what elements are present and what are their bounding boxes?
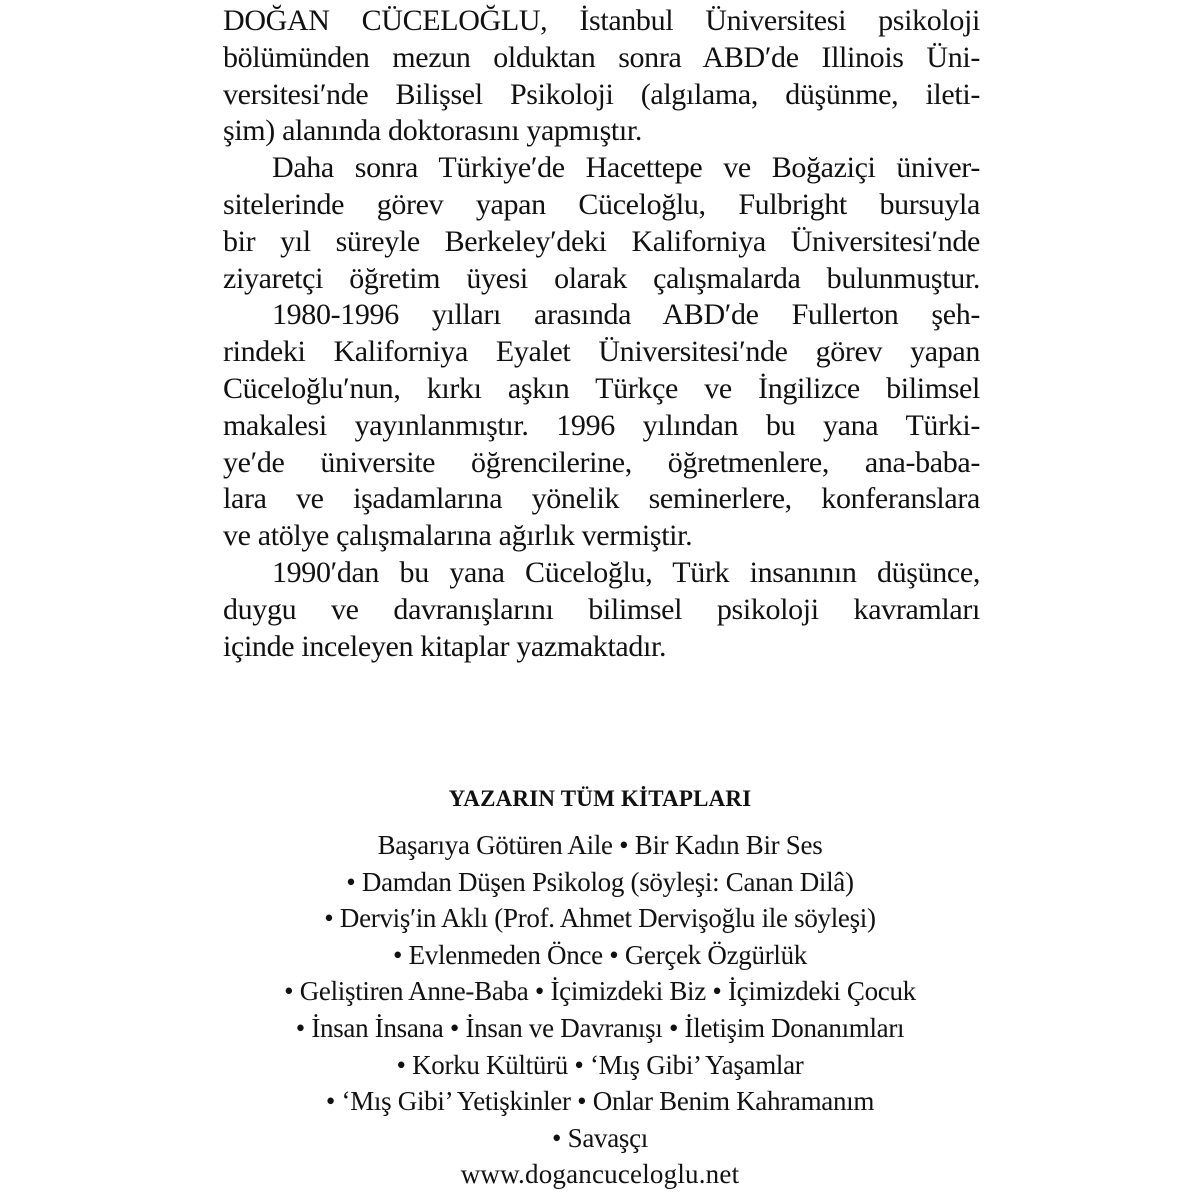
bio-line: lara ve işadamlarına yönelik seminerlere, konferanslara xyxy=(223,482,980,516)
bio-line: ve atölye çalışmalarına ağırlık vermiştir. xyxy=(223,519,693,553)
bio-line: DOĞAN CÜCELOĞLU, İstanbul Üniversitesi psikoloji xyxy=(223,4,980,37)
bio-paragraph-fullerton xyxy=(223,297,980,555)
books-list-line: Başarıya Götüren Aile • Bir Kadın Bir Ses xyxy=(377,830,823,860)
bio-line: Daha sonra Türkiye′de Hacettepe ve Boğaziçi üniver- xyxy=(272,151,980,185)
bio-line: ziyaretçi öğretim üyesi olarak çalışmalarda bulunmuştur. xyxy=(223,261,980,295)
bio-line: 1980-1996 yılları arasında ABD′de Fullerton şeh- xyxy=(272,298,980,332)
bio-line: bir yıl süreyle Berkeley′deki Kaliforniya Üniversitesi′nde xyxy=(223,224,980,258)
books-list-line: • Damdan Düşen Psikolog (söyleşi: Canan Dilâ) xyxy=(346,866,854,897)
author-bio-page xyxy=(223,0,980,665)
bio-line: Cüceloğlu′nun, kırkı aşkın Türkçe ve İngilizce bilimsel xyxy=(223,371,980,405)
books-list-line: • Geliştiren Anne-Baba • İçimizdeki Biz • İçimizdeki Çocuk xyxy=(284,976,916,1007)
bio-line: rindeki Kaliforniya Eyalet Üniversitesi′nde görev yapan xyxy=(223,335,980,369)
books-list-line: • ‘Mış Gibi’ Yetişkinler • Onlar Benim Kahramanım xyxy=(325,1086,875,1117)
bio-line: ye′de üniversite öğrencilerine, öğretmenlere, ana-baba- xyxy=(223,445,980,479)
bio-line: içinde inceleyen kitaplar yazmaktadır. xyxy=(223,629,667,663)
author-biography xyxy=(223,0,980,665)
bio-line: 1990′dan bu yana Cüceloğlu, Türk insanının düşünce, xyxy=(272,555,980,589)
books-list-line: • Derviş′in Aklı (Prof. Ahmet Dervişoğlu ile söyleşi) xyxy=(324,903,876,934)
bio-paragraph-books xyxy=(223,555,980,665)
author-website-link[interactable]: www.dogancuceloglu.net xyxy=(460,1159,740,1190)
bio-line: şim) alanında doktorasını yapmıştır. xyxy=(223,114,643,148)
books-section xyxy=(200,783,1000,1193)
books-list-line: • İnsan İnsana • İnsan ve Davranışı • İletişim Donanımları xyxy=(295,1012,905,1043)
bio-line: versitesi′nde Bilişsel Psikoloji (algılama, düşünme, ileti- xyxy=(223,77,980,111)
books-heading: YAZARIN TÜM KİTAPLARI xyxy=(448,786,752,811)
bio-line: bölümünden mezun olduktan sonra ABD′de Illinois Üni- xyxy=(223,40,980,74)
bio-paragraph-education xyxy=(223,3,980,150)
bio-paragraph-career xyxy=(223,150,980,297)
bio-line: duygu ve davranışlarını bilimsel psikoloji kavramları xyxy=(223,592,980,626)
books-list-line: • Savaşçı xyxy=(552,1122,648,1153)
books-list-line: • Evlenmeden Önce • Gerçek Özgürlük xyxy=(393,939,807,970)
bio-line: sitelerinde görev yapan Cüceloğlu, Fulbright bursuyla xyxy=(223,187,980,221)
bio-line: makalesi yayınlanmıştır. 1996 yılından bu yana Türki- xyxy=(223,408,980,442)
books-list-line: • Korku Kültürü • ‘Mış Gibi’ Yaşamlar xyxy=(396,1049,804,1080)
books-list xyxy=(200,827,1000,1156)
